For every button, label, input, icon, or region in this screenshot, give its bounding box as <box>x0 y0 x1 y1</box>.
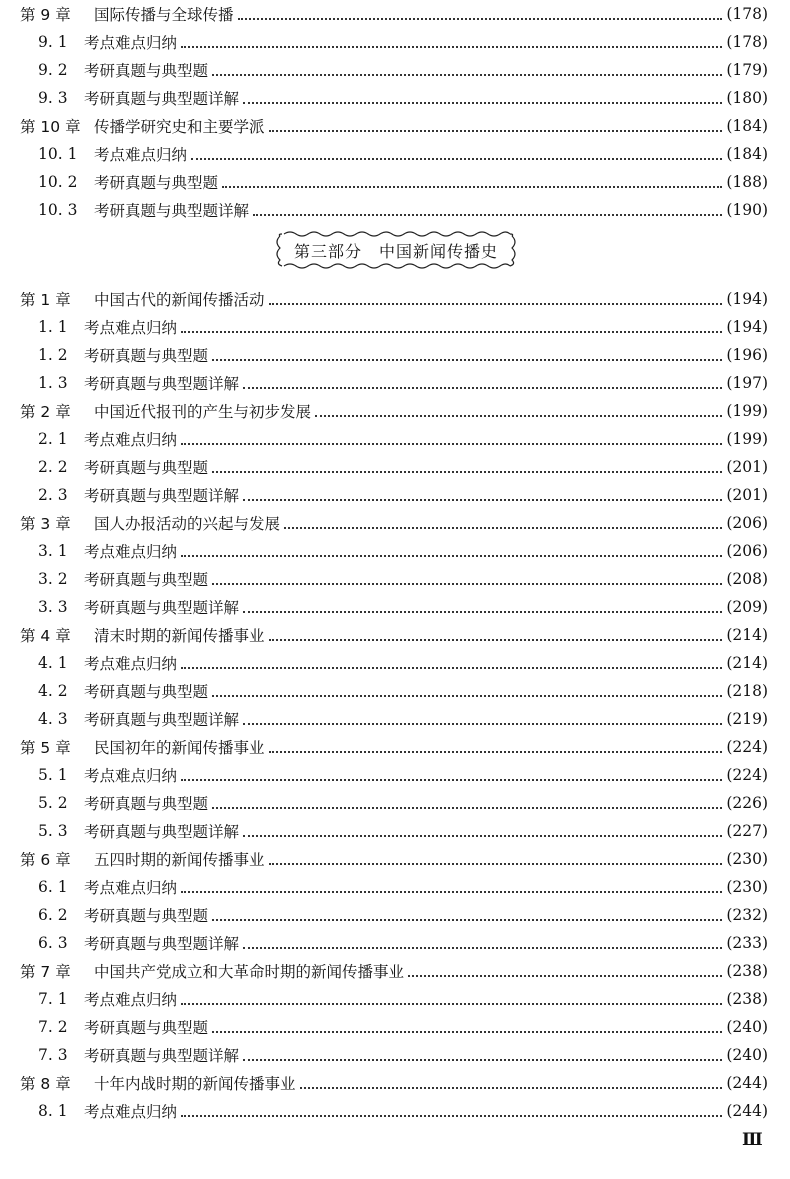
toc-section[interactable] <box>20 761 768 789</box>
section-number: 10. 1 <box>38 145 78 163</box>
section-title: 考点难点归纳 <box>84 1103 178 1121</box>
section-number: 3. 2 <box>38 570 68 588</box>
section-title: 考点难点归纳 <box>84 655 178 673</box>
toc-chapter[interactable] <box>20 733 768 761</box>
section-title: 考研真题与典型题 <box>84 571 209 589</box>
page-number: (188) <box>726 173 768 191</box>
section-number: 2. 1 <box>38 430 68 448</box>
section-number: 7. 2 <box>38 1018 68 1036</box>
chapter-title: 传播学研究史和主要学派 <box>94 118 265 136</box>
page-number: (238) <box>726 990 768 1008</box>
section-number: 8. 1 <box>38 1102 68 1120</box>
leader-dots <box>243 373 722 389</box>
toc-section[interactable] <box>20 649 768 677</box>
leader-dots <box>181 877 722 893</box>
toc-section[interactable] <box>20 28 768 56</box>
section-title: 考研真题与典型题详解 <box>84 1047 240 1065</box>
leader-dots <box>243 709 722 725</box>
section-number: 2. 3 <box>38 486 68 504</box>
section-title: 考点难点归纳 <box>84 319 178 337</box>
toc-chapter[interactable] <box>20 1069 768 1097</box>
toc-section[interactable] <box>20 789 768 817</box>
section-number: 6. 1 <box>38 878 68 896</box>
toc-section[interactable] <box>20 425 768 453</box>
chapter-number: 第 8 章 <box>20 1075 71 1093</box>
page-number: (232) <box>726 906 768 924</box>
leader-dots <box>222 172 722 188</box>
toc-chapter[interactable] <box>20 957 768 985</box>
leader-dots <box>243 821 722 837</box>
page-number: (224) <box>726 738 768 756</box>
section-number: 10. 2 <box>38 173 78 191</box>
section-title: 考研真题与典型题详解 <box>94 202 250 220</box>
section-number: 2. 2 <box>38 458 68 476</box>
leader-dots <box>284 513 722 529</box>
chapter-number: 第 2 章 <box>20 403 71 421</box>
section-number: 5. 2 <box>38 794 68 812</box>
chapter-number: 第 10 章 <box>20 118 81 136</box>
leader-dots <box>212 457 722 473</box>
leader-dots <box>269 289 723 305</box>
section-number: 3. 3 <box>38 598 68 616</box>
toc-section[interactable] <box>20 481 768 509</box>
page-number: (238) <box>726 962 768 980</box>
toc-section[interactable] <box>20 565 768 593</box>
section-title: 考研真题与典型题 <box>84 683 209 701</box>
leader-dots <box>243 933 722 949</box>
toc-section[interactable] <box>20 140 768 168</box>
section-title: 考点难点归纳 <box>84 34 178 52</box>
toc-chapter[interactable] <box>20 509 768 537</box>
chapter-title: 国际传播与全球传播 <box>94 6 234 24</box>
toc-section[interactable] <box>20 1041 768 1069</box>
section-number: 4. 2 <box>38 682 68 700</box>
chapter-title: 中国近代报刊的产生与初步发展 <box>94 403 312 421</box>
section-number: 9. 1 <box>38 33 68 51</box>
section-number: 4. 3 <box>38 710 68 728</box>
toc-section[interactable] <box>20 593 768 621</box>
section-title: 考研真题与典型题详解 <box>84 823 240 841</box>
leader-dots <box>181 1101 722 1117</box>
section-title: 考点难点归纳 <box>84 991 178 1009</box>
page-number: (230) <box>726 878 768 896</box>
page-number: (224) <box>726 766 768 784</box>
toc-section[interactable] <box>20 341 768 369</box>
page-number: (208) <box>726 570 768 588</box>
toc-chapter[interactable] <box>20 845 768 873</box>
toc-chapter[interactable] <box>20 285 768 313</box>
page-number: (244) <box>726 1102 768 1120</box>
section-number: 6. 2 <box>38 906 68 924</box>
leader-dots <box>243 1045 722 1061</box>
section-number: 9. 2 <box>38 61 68 79</box>
section-title: 考点难点归纳 <box>84 879 178 897</box>
page-number: (240) <box>726 1018 768 1036</box>
leader-dots <box>181 989 722 1005</box>
toc-section[interactable] <box>20 84 768 112</box>
section-number: 6. 3 <box>38 934 68 952</box>
page-number: (199) <box>726 402 768 420</box>
leader-dots <box>212 793 722 809</box>
section-number: 1. 1 <box>38 318 68 336</box>
section-number: 1. 2 <box>38 346 68 364</box>
toc-chapter[interactable] <box>20 0 768 28</box>
page-number: (244) <box>726 1074 768 1092</box>
leader-dots <box>269 625 723 641</box>
toc-section[interactable] <box>20 929 768 957</box>
page-number: (184) <box>726 117 768 135</box>
section-title: 考研真题与典型题详解 <box>84 90 240 108</box>
leader-dots <box>212 569 722 585</box>
page-number: (226) <box>726 794 768 812</box>
section-title: 考研真题与典型题详解 <box>84 935 240 953</box>
section-title: 考研真题与典型题详解 <box>84 599 240 617</box>
page-number: (201) <box>726 458 768 476</box>
toc-chapter[interactable] <box>20 112 768 140</box>
section-number: 5. 1 <box>38 766 68 784</box>
chapter-number: 第 4 章 <box>20 627 71 645</box>
page-number: (197) <box>726 374 768 392</box>
section-number: 1. 3 <box>38 374 68 392</box>
chapter-title: 国人办报活动的兴起与发展 <box>94 515 281 533</box>
part-title: 第三部分 中国新闻传播史 <box>293 241 498 261</box>
toc-section[interactable] <box>20 537 768 565</box>
leader-dots <box>253 200 722 216</box>
toc-chapter[interactable] <box>20 621 768 649</box>
page-number: (209) <box>726 598 768 616</box>
leader-dots <box>212 905 722 921</box>
leader-dots <box>181 32 722 48</box>
section-number: 7. 3 <box>38 1046 68 1064</box>
section-title: 考点难点归纳 <box>94 146 188 164</box>
leader-dots <box>181 429 722 445</box>
leader-dots <box>191 144 722 160</box>
page-number: (178) <box>726 33 768 51</box>
section-title: 考研真题与典型题 <box>84 1019 209 1037</box>
chapter-title: 中国共产党成立和大革命时期的新闻传播事业 <box>94 963 405 981</box>
leader-dots <box>315 401 722 417</box>
page-number: (190) <box>726 201 768 219</box>
chapter-number: 第 6 章 <box>20 851 71 869</box>
chapter-title: 清末时期的新闻传播事业 <box>94 627 265 645</box>
part-banner <box>270 228 522 272</box>
page-number: (179) <box>726 61 768 79</box>
chapter-title: 十年内战时期的新闻传播事业 <box>94 1075 296 1093</box>
page-number: (206) <box>726 514 768 532</box>
section-title: 考研真题与典型题 <box>84 459 209 477</box>
leader-dots <box>212 345 722 361</box>
toc-section[interactable] <box>20 873 768 901</box>
page-number: (199) <box>726 430 768 448</box>
page-number: (178) <box>726 5 768 23</box>
toc-chapter[interactable] <box>20 397 768 425</box>
toc-section[interactable] <box>20 1097 768 1125</box>
chapter-number: 第 3 章 <box>20 515 71 533</box>
leader-dots <box>181 541 722 557</box>
section-number: 5. 3 <box>38 822 68 840</box>
leader-dots <box>269 849 723 865</box>
toc-section[interactable] <box>20 453 768 481</box>
page-number: (180) <box>726 89 768 107</box>
leader-dots <box>181 317 722 333</box>
toc-section[interactable] <box>20 901 768 929</box>
section-number: 7. 1 <box>38 990 68 1008</box>
chapter-number: 第 1 章 <box>20 291 71 309</box>
page-folio: Ⅲ <box>742 1130 763 1150</box>
leader-dots <box>212 60 722 76</box>
leader-dots <box>300 1073 723 1089</box>
toc-section[interactable] <box>20 168 768 196</box>
leader-dots <box>269 737 723 753</box>
section-title: 考点难点归纳 <box>84 543 178 561</box>
leader-dots <box>408 961 722 977</box>
toc-section[interactable] <box>20 56 768 84</box>
section-title: 考研真题与典型题详解 <box>84 487 240 505</box>
leader-dots <box>238 4 723 20</box>
page-number: (240) <box>726 1046 768 1064</box>
page-number: (196) <box>726 346 768 364</box>
section-title: 考研真题与典型题 <box>84 795 209 813</box>
toc-section[interactable] <box>20 817 768 845</box>
section-title: 考研真题与典型题 <box>94 174 219 192</box>
chapter-number: 第 9 章 <box>20 6 71 24</box>
page-number: (227) <box>726 822 768 840</box>
section-number: 10. 3 <box>38 201 78 219</box>
page-number: (233) <box>726 934 768 952</box>
page-number: (219) <box>726 710 768 728</box>
toc-section[interactable] <box>20 1013 768 1041</box>
page-number: (214) <box>726 626 768 644</box>
page-number: (184) <box>726 145 768 163</box>
section-title: 考研真题与典型题详解 <box>84 711 240 729</box>
page-number: (206) <box>726 542 768 560</box>
leader-dots <box>243 485 722 501</box>
chapter-title: 民国初年的新闻传播事业 <box>94 739 265 757</box>
section-number: 4. 1 <box>38 654 68 672</box>
page-number: (218) <box>726 682 768 700</box>
section-number: 3. 1 <box>38 542 68 560</box>
toc-section[interactable] <box>20 313 768 341</box>
toc-section[interactable] <box>20 369 768 397</box>
page-number: (201) <box>726 486 768 504</box>
leader-dots <box>243 597 722 613</box>
chapter-title: 五四时期的新闻传播事业 <box>94 851 265 869</box>
leader-dots <box>181 765 722 781</box>
section-number: 9. 3 <box>38 89 68 107</box>
toc-section[interactable] <box>20 705 768 733</box>
toc-section[interactable] <box>20 985 768 1013</box>
section-title: 考点难点归纳 <box>84 767 178 785</box>
leader-dots <box>243 88 722 104</box>
section-title: 考研真题与典型题 <box>84 347 209 365</box>
section-title: 考研真题与典型题详解 <box>84 375 240 393</box>
section-title: 考点难点归纳 <box>84 431 178 449</box>
leader-dots <box>212 1017 722 1033</box>
chapter-number: 第 7 章 <box>20 963 71 981</box>
section-title: 考研真题与典型题 <box>84 62 209 80</box>
leader-dots <box>181 653 722 669</box>
leader-dots <box>269 116 723 132</box>
page-number: (194) <box>726 318 768 336</box>
leader-dots <box>212 681 722 697</box>
section-title: 考研真题与典型题 <box>84 907 209 925</box>
page-number: (214) <box>726 654 768 672</box>
page-number: (230) <box>726 850 768 868</box>
chapter-number: 第 5 章 <box>20 739 71 757</box>
toc-section[interactable] <box>20 196 768 224</box>
chapter-title: 中国古代的新闻传播活动 <box>94 291 265 309</box>
toc-section[interactable] <box>20 677 768 705</box>
page-number: (194) <box>726 290 768 308</box>
